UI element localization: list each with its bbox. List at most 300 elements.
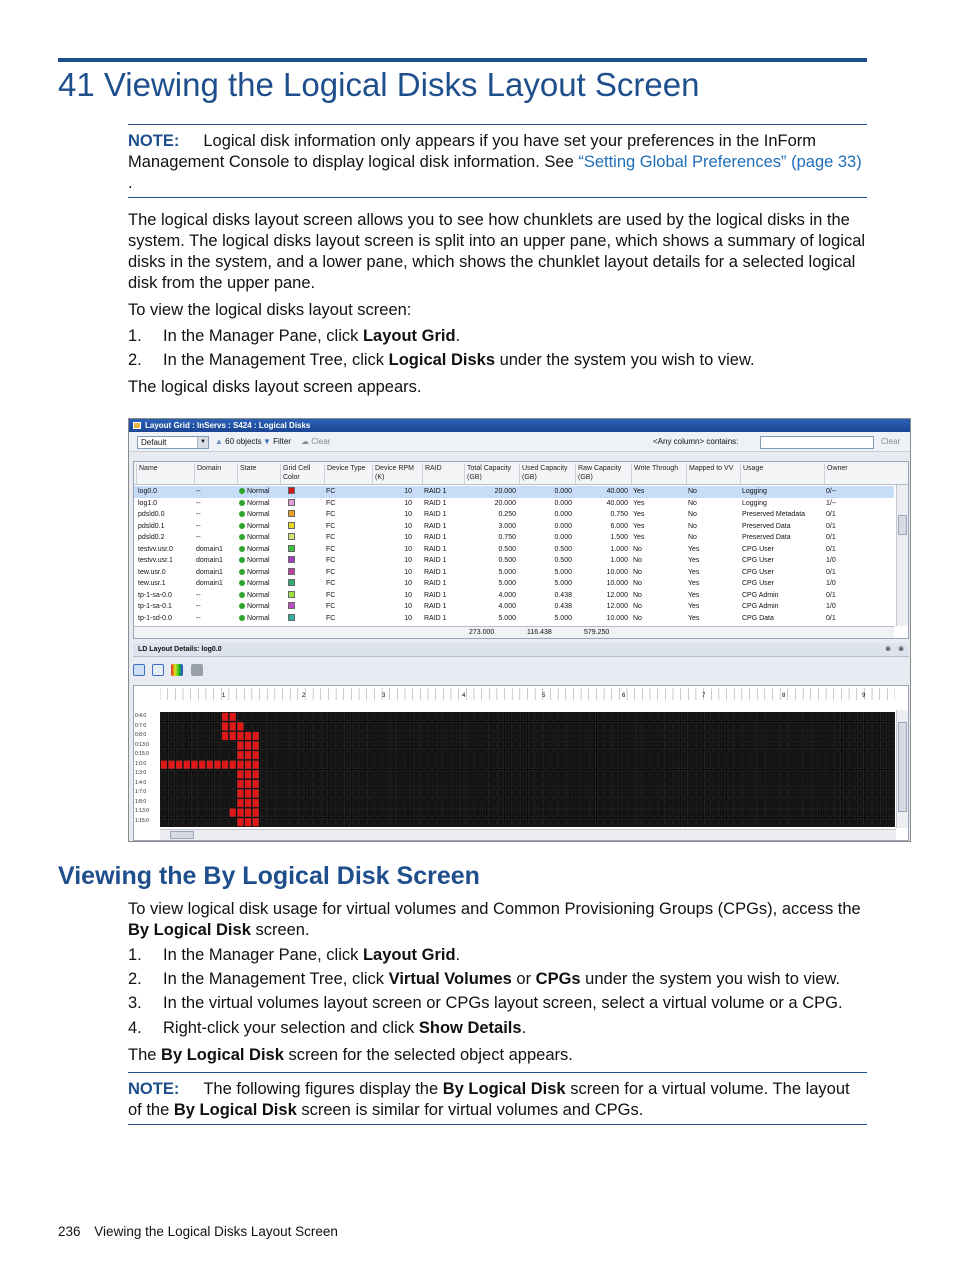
table-cell: 1.000 — [610, 545, 628, 553]
table-cell: 3.000 — [498, 522, 516, 530]
chunklet-free — [811, 808, 817, 816]
chunklet-free — [551, 751, 557, 759]
chunklet-free — [421, 770, 427, 778]
chunklet-free — [834, 741, 840, 749]
chunklet-free — [375, 808, 381, 816]
layout-horizontal-scrollbar[interactable] — [160, 829, 896, 840]
chunklet-free — [352, 751, 358, 759]
chunklet-free — [459, 789, 465, 797]
chunklet-free — [283, 741, 289, 749]
chunklet-free — [306, 722, 312, 730]
table-cell: No — [633, 545, 642, 553]
column-header[interactable]: Total Capacity (GB) — [464, 464, 519, 484]
table-cell: 40.000 — [606, 488, 628, 495]
chunklet-free — [383, 770, 389, 778]
clear-search-button[interactable]: Clear — [881, 437, 901, 446]
chunklet-free — [827, 799, 833, 807]
chunklet-free — [658, 713, 664, 721]
chunklet-free — [742, 713, 748, 721]
chunklet-free — [528, 808, 534, 816]
chunklet-free — [750, 770, 756, 778]
chunklet-free — [329, 761, 335, 769]
chunklet-free — [283, 789, 289, 797]
pd-row-label: 0:15:0 — [135, 751, 149, 757]
chunklet-free — [589, 780, 595, 788]
chunklet-used — [230, 713, 236, 721]
table-cell: FC — [326, 557, 336, 564]
chunklet-free — [337, 722, 343, 730]
chunklet-free — [406, 780, 412, 788]
pd-row-label: 0:4:0 — [135, 713, 147, 719]
chunklet-free — [850, 741, 856, 749]
chunklet-free — [888, 799, 894, 807]
chunklet-free — [513, 818, 519, 826]
chunklet-free — [765, 818, 771, 826]
chunklet-free — [658, 722, 664, 730]
chunklet-used — [222, 722, 228, 730]
chunklet-free — [490, 818, 496, 826]
chunklet-used — [245, 732, 251, 740]
chunklet-free — [720, 818, 726, 826]
chunklet-free — [811, 713, 817, 721]
chunklet-free — [306, 780, 312, 788]
chunklet-used — [245, 770, 251, 778]
chunklet-free — [230, 818, 236, 826]
chunklet-free — [781, 808, 787, 816]
chunklet-used — [245, 818, 251, 826]
table-cell: Yes — [633, 534, 645, 541]
chunklet-free — [413, 770, 419, 778]
chunklet-free — [459, 741, 465, 749]
chunklet-free — [283, 770, 289, 778]
chunklet-free — [444, 751, 450, 759]
chunklet-free — [827, 751, 833, 759]
table-row[interactable] — [134, 601, 894, 613]
chunklet-free — [635, 789, 641, 797]
chunklet-free — [375, 780, 381, 788]
chunklet-free — [398, 751, 404, 759]
pd-row-label: 1:13:0 — [135, 808, 149, 814]
ld-layout-tools — [133, 664, 208, 680]
chunklet-free — [788, 818, 794, 826]
chunklet-free — [551, 818, 557, 826]
chunklet-free — [475, 722, 481, 730]
table-cell: 0.438 — [554, 603, 572, 610]
window-icon — [133, 422, 141, 429]
chunklet-free — [651, 732, 657, 740]
column-header[interactable]: Domain — [194, 464, 237, 484]
chunklet-free — [184, 713, 190, 721]
chunklet-free — [383, 722, 389, 730]
table-cell: pdsld0.1 — [138, 522, 165, 530]
chunklet-free — [827, 770, 833, 778]
chunklet-free — [727, 789, 733, 797]
chunklet-free — [452, 818, 458, 826]
layout-vertical-scrollbar[interactable] — [896, 710, 908, 828]
chunklet-free — [513, 722, 519, 730]
chunklet-free — [689, 789, 695, 797]
column-header[interactable]: Used Capacity (GB) — [519, 464, 575, 484]
chunklet-free — [765, 799, 771, 807]
chunklet-free — [674, 818, 680, 826]
chunklet-free — [681, 770, 687, 778]
chunklet-free — [436, 818, 442, 826]
chunklet-free — [666, 789, 672, 797]
table-row[interactable] — [134, 532, 894, 544]
chunklet-free — [176, 713, 182, 721]
table-cell: FC — [326, 580, 336, 587]
chunklet-free — [674, 789, 680, 797]
table-row[interactable] — [134, 486, 894, 498]
chunklet-free — [344, 732, 350, 740]
chunklet-free — [865, 789, 871, 797]
chunklet-free — [735, 751, 741, 759]
chunklet-free — [697, 741, 703, 749]
chunklet-free — [375, 770, 381, 778]
chunklet-used — [176, 761, 182, 769]
zoom-out-icon[interactable] — [152, 664, 164, 676]
chunklet-free — [543, 741, 549, 749]
column-header[interactable]: Device RPM (K) — [372, 464, 422, 484]
chunklet-used — [222, 732, 228, 740]
chunklet-free — [873, 808, 879, 816]
chunklet-free — [268, 799, 274, 807]
chunklet-free — [758, 818, 764, 826]
chunklet-free — [444, 722, 450, 730]
chunklet-free — [589, 818, 595, 826]
table-cell: tp-1-sd-0.0 — [138, 614, 172, 622]
chapter-rule — [58, 58, 867, 62]
chunklet-free — [643, 780, 649, 788]
collapse-icon[interactable]: ⊗ — [885, 646, 891, 653]
pd-row-label: 1:3:0 — [135, 770, 147, 776]
chunklet-used — [237, 751, 243, 759]
chunklet-free — [727, 751, 733, 759]
chunklet-free — [459, 761, 465, 769]
table-row[interactable] — [134, 544, 894, 556]
column-header[interactable]: Name — [136, 464, 194, 484]
state-cell: Normal — [239, 509, 270, 520]
chunklet-free — [513, 732, 519, 740]
chunklet-free — [880, 780, 886, 788]
chunklet-free — [344, 818, 350, 826]
chunklet-free — [199, 741, 205, 749]
chunklet-free — [528, 732, 534, 740]
table-cell: No — [688, 488, 697, 495]
chunklet-free — [773, 780, 779, 788]
chunklet-free — [765, 722, 771, 730]
column-header[interactable]: Usage — [740, 464, 824, 484]
chunklet-free — [306, 770, 312, 778]
zoom-in-icon[interactable] — [133, 664, 145, 676]
scrollbar-thumb[interactable] — [170, 831, 194, 839]
chunklet-free — [260, 780, 266, 788]
status-ok-icon — [239, 592, 245, 598]
chunklet-free — [214, 780, 220, 788]
filter-toolbar — [129, 432, 910, 452]
chunklet-free — [191, 722, 197, 730]
chunklet-free — [651, 789, 657, 797]
table-cell: 5.000 — [498, 568, 516, 576]
chunklet-used — [245, 789, 251, 797]
table-cell: No — [688, 511, 697, 518]
chunklet-free — [214, 751, 220, 759]
chunklet-free — [850, 808, 856, 816]
chunklet-free — [651, 770, 657, 778]
table-row[interactable] — [134, 613, 894, 625]
chunklet-free — [390, 722, 396, 730]
chunklet-free — [475, 761, 481, 769]
chunklet-free — [452, 799, 458, 807]
chunklet-free — [773, 761, 779, 769]
chunklet-free — [819, 770, 825, 778]
grid-vertical-scrollbar[interactable] — [896, 485, 908, 626]
table-row[interactable] — [134, 498, 894, 510]
search-input[interactable] — [760, 436, 874, 449]
column-header[interactable]: Mapped to VV — [686, 464, 740, 484]
table-cell: RAID 1 — [424, 511, 447, 518]
chunklet-free — [475, 789, 481, 797]
chunklet-free — [735, 789, 741, 797]
chevron-down-icon[interactable]: ▼ — [197, 437, 208, 448]
chunklet-free — [329, 722, 335, 730]
chunklet-free — [421, 789, 427, 797]
chunklet-free — [559, 741, 565, 749]
chunklet-free — [873, 722, 879, 730]
pd-row-label: 1:4:0 — [135, 779, 147, 786]
chunklet-free — [337, 741, 343, 749]
chunklet-free — [452, 751, 458, 759]
chunklet-free — [597, 789, 603, 797]
chunklet-free — [697, 713, 703, 721]
chunklet-free — [337, 799, 343, 807]
chunklet-free — [612, 780, 618, 788]
chunklet-free — [697, 780, 703, 788]
chunklet-free — [827, 818, 833, 826]
chunklet-free — [628, 770, 634, 778]
chunklet-free — [176, 770, 182, 778]
chunklet-free — [582, 789, 588, 797]
table-row[interactable] — [134, 578, 894, 590]
chunklet-free — [176, 799, 182, 807]
chunklet-free — [321, 799, 327, 807]
chunklet-free — [314, 808, 320, 816]
chunklet-free — [842, 713, 848, 721]
chunklet-free — [566, 789, 572, 797]
table-cell: 10.000 — [606, 614, 628, 622]
chunklet-free — [605, 770, 611, 778]
chunklet-free — [497, 741, 503, 749]
chunklet-free — [681, 789, 687, 797]
column-header[interactable]: Grid Cell Color — [280, 464, 324, 484]
chunklet-free — [199, 789, 205, 797]
chunklet-free — [421, 818, 427, 826]
chunklet-free — [329, 818, 335, 826]
grid-totals-row — [134, 626, 894, 638]
chunklet-free — [321, 770, 327, 778]
chunklet-free — [475, 799, 481, 807]
table-cell: FC — [326, 499, 336, 507]
chunklet-free — [620, 808, 626, 816]
chunklet-free — [467, 751, 473, 759]
chunklet-free — [520, 818, 526, 826]
chunklet-free — [742, 808, 748, 816]
chunklet-free — [536, 789, 542, 797]
chunklet-free — [758, 808, 764, 816]
chunklet-free — [666, 818, 672, 826]
column-header[interactable]: Raw Capacity (GB) — [575, 464, 631, 484]
table-cell: 0.000 — [554, 511, 572, 518]
chunklet-free — [344, 789, 350, 797]
chunklet-free — [291, 770, 297, 778]
chunklet-free — [612, 799, 618, 807]
chunklet-free — [283, 808, 289, 816]
table-cell: No — [688, 534, 697, 541]
table-row[interactable] — [134, 521, 894, 533]
scrollbar-thumb[interactable] — [898, 722, 907, 812]
chunklet-free — [360, 732, 366, 740]
chunklet-free — [436, 751, 442, 759]
chunklet-free — [429, 751, 435, 759]
chunklet-free — [888, 818, 894, 826]
chunklet-free — [482, 818, 488, 826]
chunklet-used — [237, 761, 243, 769]
chunklet-free — [406, 741, 412, 749]
chunklet-free — [811, 732, 817, 740]
chunklet-free — [628, 761, 634, 769]
table-row[interactable] — [134, 567, 894, 579]
state-cell: Normal — [239, 532, 270, 543]
table-row[interactable] — [134, 590, 894, 602]
table-row[interactable] — [134, 555, 894, 567]
color-palette-icon[interactable] — [171, 664, 183, 676]
step-2-1: 1. In the Manager Pane, click Layout Grid. — [128, 946, 461, 964]
chunklet-free — [742, 732, 748, 740]
chunklet-free — [475, 732, 481, 740]
table-cell: 5.000 — [554, 614, 572, 622]
setting-global-preferences-link[interactable]: “Setting Global Preferences” (page 33) — [578, 153, 862, 171]
pd-row-label: 0:8:0 — [135, 732, 147, 738]
chunklet-free — [268, 808, 274, 816]
chunklet-free — [390, 789, 396, 797]
column-header[interactable]: Write Through — [631, 464, 686, 484]
chunklet-free — [344, 741, 350, 749]
chunklet-free — [528, 751, 534, 759]
chunklet-free — [666, 761, 672, 769]
chunklet-free — [582, 713, 588, 721]
chunklet-free — [674, 713, 680, 721]
chunklet-free — [505, 770, 511, 778]
chunklet-free — [398, 713, 404, 721]
filter-button[interactable]: ▼ Filter — [263, 437, 291, 446]
chunklet-free — [574, 722, 580, 730]
chunklet-free — [459, 732, 465, 740]
chunklet-free — [658, 751, 664, 759]
step-2-3: 3. In the virtual volumes layout screen or CPGs layout screen, select a virtual volume or a CPG. — [128, 994, 843, 1012]
chunklet-free — [275, 770, 281, 778]
chunklet-free — [666, 808, 672, 816]
table-cell: Yes — [688, 557, 700, 564]
table-row[interactable] — [134, 509, 894, 521]
chunklet-free — [467, 808, 473, 816]
table-cell: RAID 1 — [424, 534, 447, 541]
chunklet-free — [804, 789, 810, 797]
chunklet-free — [842, 789, 848, 797]
status-ok-icon — [239, 557, 245, 563]
chunklet-free — [413, 722, 419, 730]
table-cell: Yes — [688, 614, 700, 622]
chunklet-free — [574, 780, 580, 788]
chunklet-used — [252, 751, 258, 759]
page-number: 236 — [58, 1224, 81, 1239]
chunklet-free — [735, 722, 741, 730]
clear-filter-button[interactable]: ☁ Clear — [301, 437, 331, 446]
chunklet-free — [796, 818, 802, 826]
chunklet-free — [704, 761, 710, 769]
chunklet-free — [796, 732, 802, 740]
expand-icon[interactable]: ⊗ — [898, 646, 904, 653]
chunklet-free — [429, 789, 435, 797]
grid-toggle-icon[interactable] — [191, 664, 203, 676]
chunklet-free — [681, 751, 687, 759]
chunklet-free — [605, 732, 611, 740]
chunklet-free — [758, 770, 764, 778]
table-cell: testvv.usr.0 — [138, 545, 173, 553]
view-dropdown[interactable]: Default ▼ — [137, 436, 209, 449]
status-ok-icon — [239, 523, 245, 529]
column-header[interactable]: RAID — [422, 464, 464, 484]
chunklet-free — [421, 751, 427, 759]
chunklet-free — [168, 789, 174, 797]
chunklet-free — [651, 818, 657, 826]
state-cell: Normal — [239, 578, 270, 589]
chunklet-free — [184, 770, 190, 778]
chunklet-free — [628, 722, 634, 730]
chunklet-free — [367, 780, 373, 788]
chunklet-free — [742, 770, 748, 778]
chunklet-free — [773, 799, 779, 807]
table-cell: 10 — [404, 511, 412, 518]
chunklet-free — [765, 713, 771, 721]
chunklet-free — [773, 808, 779, 816]
chunklet-free — [589, 722, 595, 730]
chunklet-free — [367, 751, 373, 759]
chunklet-free — [689, 732, 695, 740]
chunklet-free — [421, 713, 427, 721]
chunklet-free — [597, 818, 603, 826]
chunklet-free — [612, 751, 618, 759]
chunklet-free — [337, 751, 343, 759]
table-cell: -- — [196, 534, 201, 541]
chunklet-free — [727, 818, 733, 826]
chunklet-free — [306, 751, 312, 759]
chunklet-free — [666, 741, 672, 749]
chunklet-free — [559, 722, 565, 730]
chunklet-free — [612, 722, 618, 730]
chunklet-free — [597, 780, 603, 788]
column-header[interactable]: State — [237, 464, 280, 484]
chunklet-free — [827, 789, 833, 797]
chunklet-free — [666, 722, 672, 730]
chunklet-free — [796, 799, 802, 807]
chunklet-free — [467, 789, 473, 797]
scrollbar-thumb[interactable] — [898, 515, 907, 535]
column-header[interactable]: Owner — [824, 464, 879, 484]
table-cell: 10 — [404, 614, 412, 622]
chunklet-free — [459, 818, 465, 826]
column-header[interactable]: Device Type — [324, 464, 372, 484]
table-cell: CPG User — [742, 580, 774, 587]
